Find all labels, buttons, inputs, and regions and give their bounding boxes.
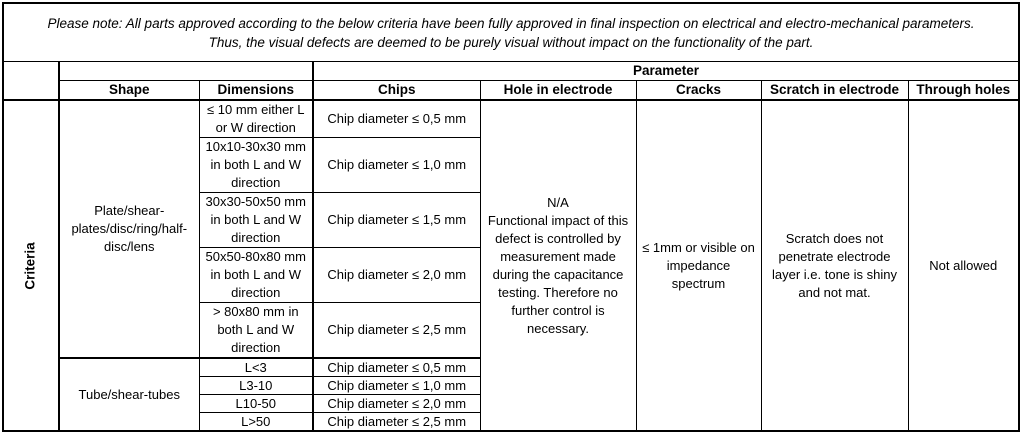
note-line-2: Thus, the visual defects are deemed to be purely visual without impact on the functionality of the part. — [208, 34, 814, 50]
through-holes-cell: Not allowed — [908, 100, 1019, 431]
cracks-cell: ≤ 1mm or visible on impedance spectrum — [636, 100, 761, 431]
header-chips: Chips — [313, 81, 480, 101]
header-dimensions: Dimensions — [199, 81, 313, 101]
corner-cell — [3, 62, 59, 81]
header-scratch-in-electrode: Scratch in electrode — [761, 81, 908, 101]
dimension-cell: 50x50-80x80 mm in both L and W direction — [199, 248, 313, 303]
chip-cell: Chip diameter ≤ 0,5 mm — [313, 358, 480, 377]
disclaimer-note — [3, 3, 1019, 62]
hole-na-label: N/A — [547, 194, 569, 210]
dimension-cell: L3-10 — [199, 377, 313, 395]
dimension-cell: 30x30-50x50 mm in both L and W direction — [199, 193, 313, 248]
note-line-1: Please note: All parts approved according to the below criteria have been fully approved in final inspection on electrical and electro-mechanical parameters. — [47, 15, 975, 31]
chip-cell: Chip diameter ≤ 2,5 mm — [313, 413, 480, 432]
chip-cell: Chip diameter ≤ 1,5 mm — [313, 193, 480, 248]
parameter-header: Parameter — [313, 62, 1019, 81]
hole-in-electrode-cell — [480, 100, 636, 431]
shape-tube — [59, 358, 199, 431]
criteria-label: Criteria — [23, 241, 38, 290]
criteria-row-label — [3, 100, 59, 431]
chip-cell: Chip diameter ≤ 1,0 mm — [313, 377, 480, 395]
header-through-holes: Through holes — [908, 81, 1019, 101]
blank-header-cell — [59, 62, 313, 81]
dimension-cell: 10x10-30x30 mm in both L and W direction — [199, 138, 313, 193]
dimension-cell: ≤ 10 mm either L or W direction — [199, 100, 313, 138]
dimension-cell: L10-50 — [199, 395, 313, 413]
dimension-cell: L>50 — [199, 413, 313, 432]
header-shape: Shape — [59, 81, 199, 101]
criteria-table-frame — [2, 2, 1018, 427]
chip-cell: Chip diameter ≤ 1,0 mm — [313, 138, 480, 193]
corner-cell-2 — [3, 81, 59, 101]
shape-plate-label: Plate/shear-plates/disc/ring/half-disc/lens — [71, 203, 188, 254]
chip-cell: Chip diameter ≤ 2,0 mm — [313, 248, 480, 303]
header-hole-in-electrode: Hole in electrode — [480, 81, 636, 101]
chip-cell: Chip diameter ≤ 2,0 mm — [313, 395, 480, 413]
shape-tube-label: Tube/shear-tubes — [78, 386, 180, 402]
hole-description: Functional impact of this defect is controlled by measurement made during the capacitance testing. Therefore no further control is necessary. — [487, 212, 629, 336]
dimension-cell: L<3 — [199, 358, 313, 377]
chip-cell: Chip diameter ≤ 2,5 mm — [313, 303, 480, 359]
scratch-cell: Scratch does not penetrate electrode layer i.e. tone is shiny and not mat. — [761, 100, 908, 431]
dimension-cell: > 80x80 mm in both L and W direction — [199, 303, 313, 359]
criteria-table — [2, 2, 1020, 432]
chip-cell: Chip diameter ≤ 0,5 mm — [313, 100, 480, 138]
shape-plate — [59, 100, 199, 358]
header-cracks: Cracks — [636, 81, 761, 101]
